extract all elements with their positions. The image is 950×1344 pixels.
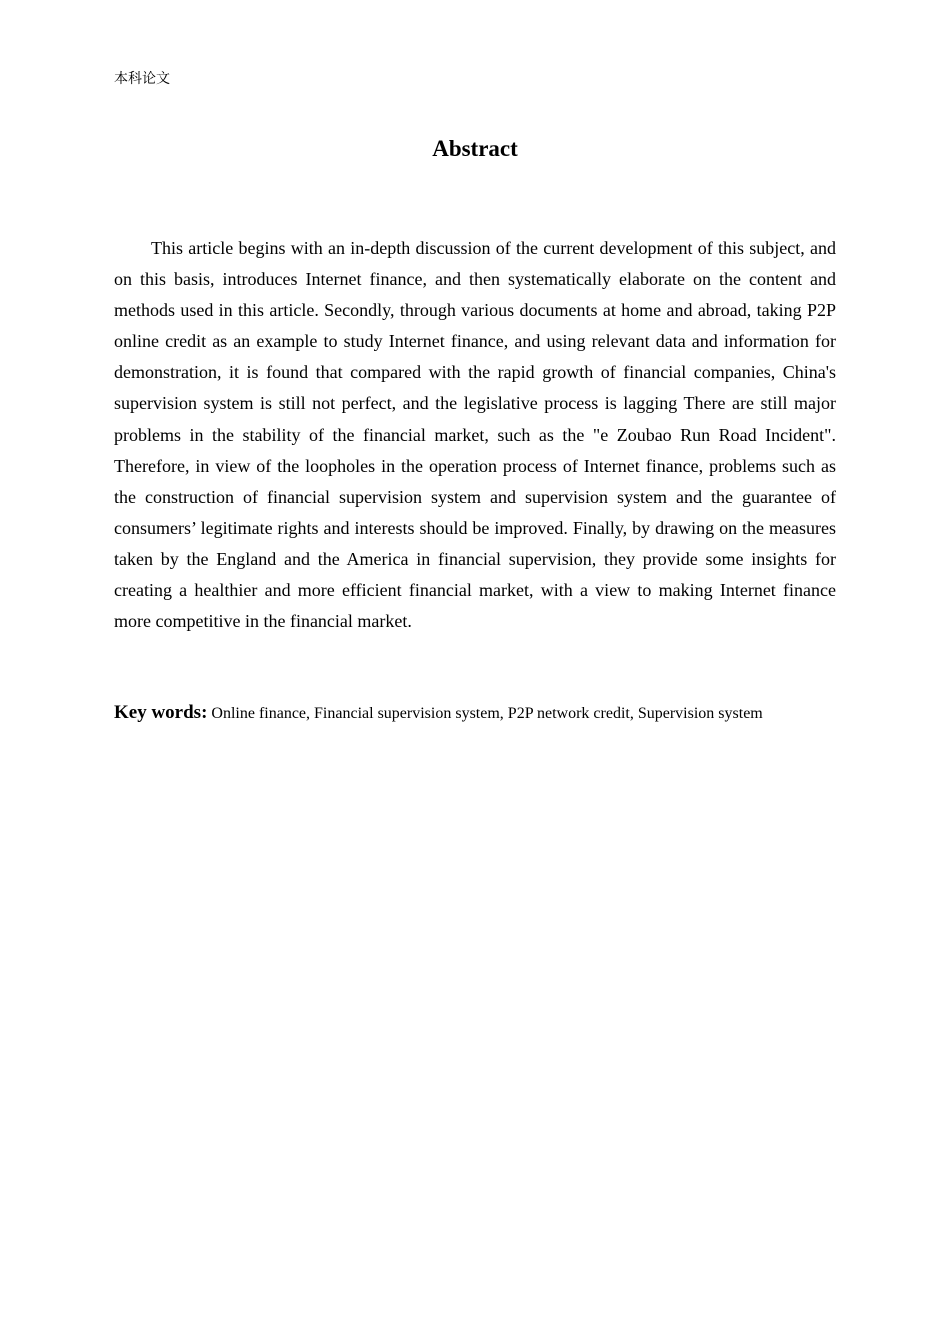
abstract-body: This article begins with an in-depth discussion of the current development of this subject, and on this basis, introduces Internet finance, and then systematically elaborate on the content and methods used in this article. Secondly, through various documents at home and abroad, taking P2P online credit as an example to study Internet finance, and using relevant data and information for demonstration, it is found that compared with the rapid growth of financial companies, China's supervision system is still not perfect, and the legislative process is lagging There are still major problems in the stability of the financial market, such as the "e Zoubao Run Road Incident". Therefore, in view of the loopholes in the operation process of Internet finance, problems such as the construction of financial supervision system and supervision system and the guarantee of consumers’ legitimate rights and interests should be improved. Finally, by drawing on the measures taken by the England and the America in financial supervision, they provide some insights for creating a healthier and more efficient financial market, with a view to making Internet finance more competitive in the financial market. [114,238,836,632]
running-header: 本科论文 [114,71,170,87]
abstract-title: Abstract [432,136,518,161]
keywords-label: Key words: [114,702,208,723]
keywords-values: Online finance, Financial supervision system, P2P network credit, Supervision system [211,705,763,722]
keywords-line [114,700,836,727]
